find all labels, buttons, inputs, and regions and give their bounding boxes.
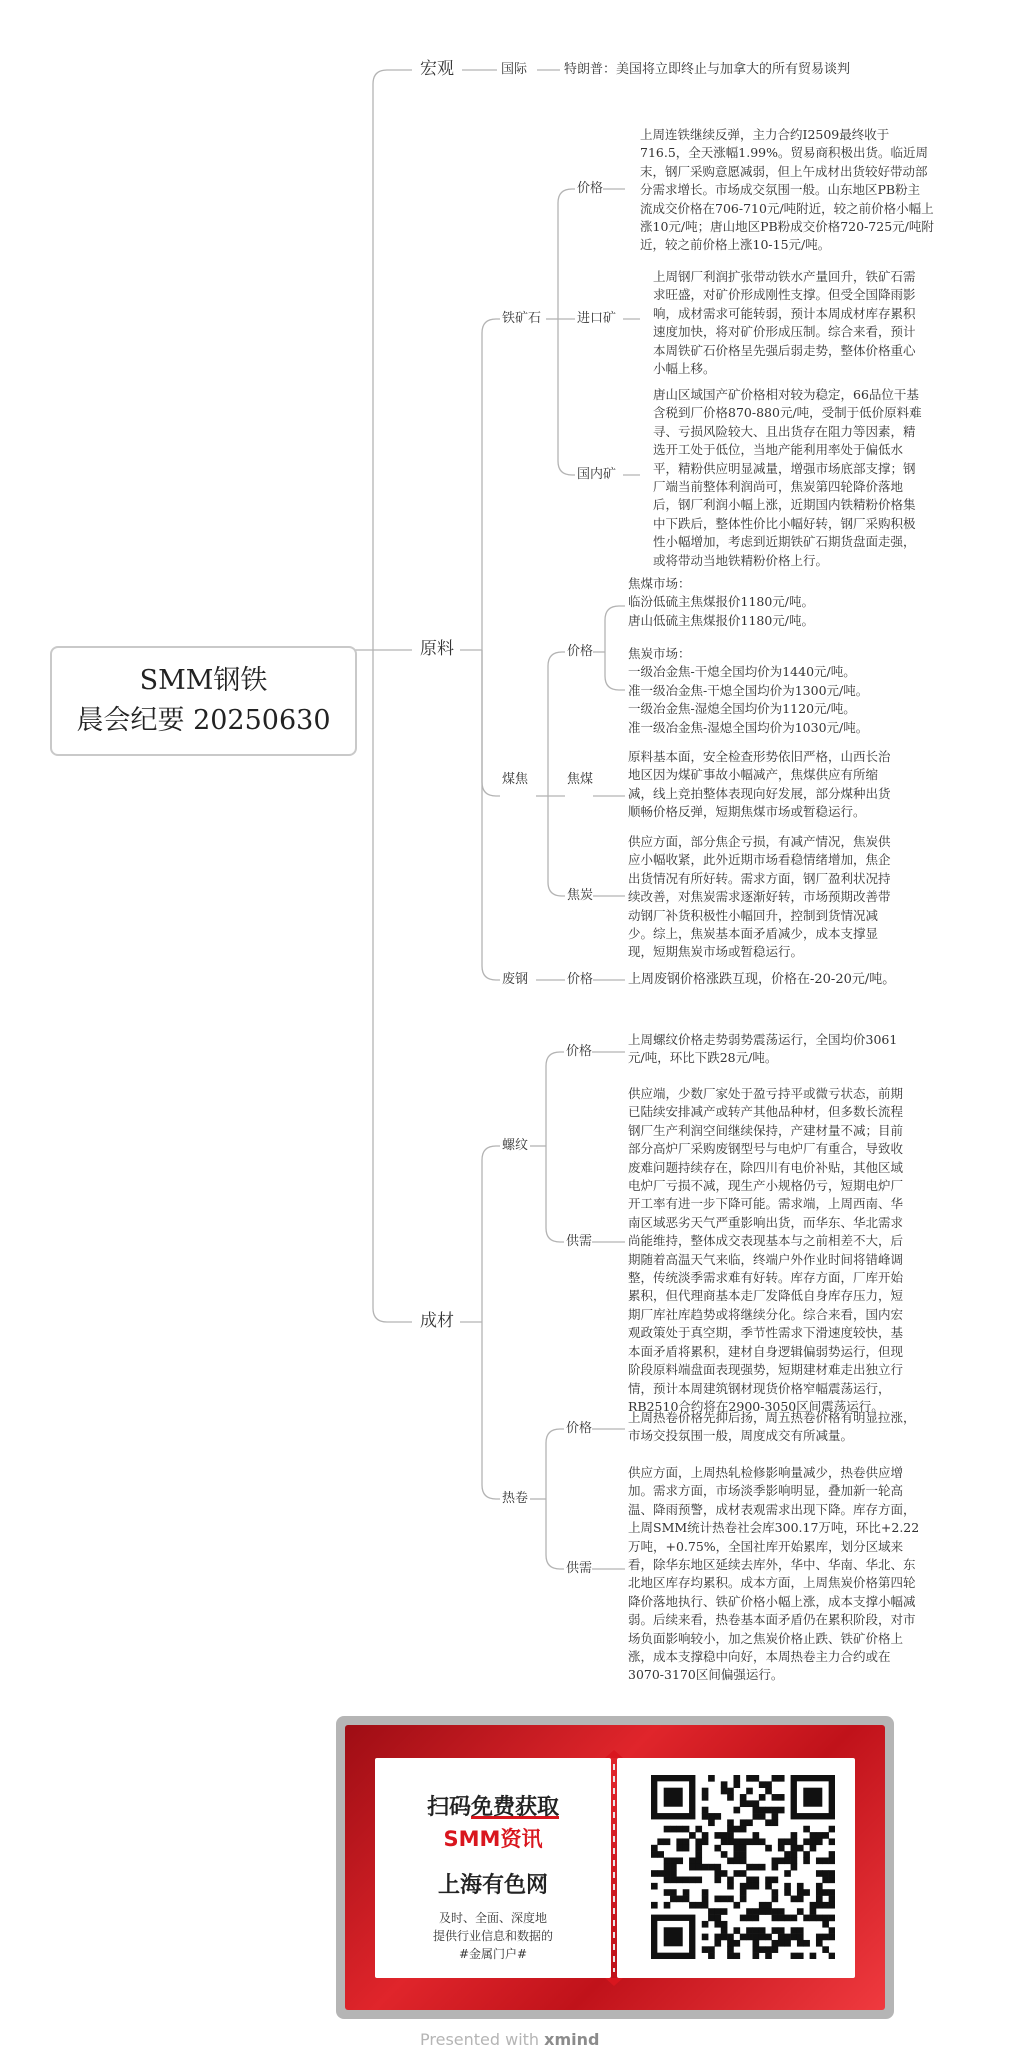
promo-desc-3: #金属门户# [458,1947,528,1961]
topic-hot-coil-price[interactable]: 价格 [566,1421,593,1436]
connector [482,650,500,980]
topic-scrap-price[interactable]: 价格 [567,972,594,987]
coke-text[interactable]: 供应方面，部分焦企亏损，有减产情况，焦炭供 应小幅收紧，此外近期市场看稳情绪增加，焦企 出货情况有所好转。需求方面，钢厂盈利状况持 续改善，对焦炭需求逐渐好转，市场预期改善带 动钢厂补货积极性小幅回升，控制到货情况减 少。综上，焦炭基本面矛盾减少，成本支撑显 现，短期焦炭市场或暂稳运行。 [628,834,891,960]
topic-hot-coil[interactable]: 热卷 [502,1491,529,1506]
footer-brand: xmind [544,2030,600,2049]
connector [482,650,500,796]
topic-coking-coal[interactable]: 焦煤 [567,772,594,787]
domestic-ore-text[interactable]: 唐山区域国产矿价格相对较为稳定，66品位干基 含税到厂价格870-880元/吨，受制于低价原料难 寻、亏损风险较大、且出货存在阻力等因素，精 选开工处于低位，当地产能利用率处于偏低水 平，精粉供应明显减量，增强市场底部支撑；钢 厂端当前整体利润尚可，焦炭第四轮降价落地 后，钢厂利润小幅上涨，近期国内铁精粉价格集 中下跌后，整体性价比小幅好转，钢厂采购积极 性小幅增加，考虑到近期铁矿石期货盘面走强， 或将带动当地铁精粉价格上行。 [653,387,922,568]
connector [482,319,500,650]
coking-coal-text[interactable]: 原料基本面，安全检查形势依旧严格，山西长治 地区因为煤矿事故小幅减产，焦煤供应有所缩 减，线上竞拍整体表现向好发展，部分煤种出货 顺畅价格反弹，短期焦煤市场或暂稳运行。 [628,749,891,820]
hot-coil-price-text[interactable]: 上周热卷价格先抑后扬，周五热卷价格有明显拉涨， 市场交投氛围一般，周度成交有所减量。 [628,1410,916,1444]
connector [546,1499,564,1569]
connector [605,606,625,652]
topic-rebar[interactable]: 螺纹 [502,1138,529,1153]
root-topic[interactable] [50,646,357,756]
topic-coal-price[interactable]: 价格 [567,644,594,659]
macro-news-text[interactable]: 特朗普：美国将立即终止与加拿大的所有贸易谈判 [564,62,851,77]
rebar-supply-demand-text[interactable]: 供应端，少数厂家处于盈亏持平或微亏状态，前期 已陆续安排减产或转产其他品种材，但多数长流程 钢厂生产利润空间继续保持，产建材量不减；目前 部分高炉厂采购废钢型号与电炉厂有重合，导致收 废难问题持续存在，除四川有电价补贴，其他区域 电炉厂亏损不减，现生产小规格仍亏，短期电炉厂 开工率有进一步下降可能。需求端，上周西南、华 南区域恶劣天气严重影响出货，而华东、华北需求 尚能维持，整体成交表现基本与之前相差不大，后 期随着高温天气来临，终端户外作业时间将错峰调 整，传统淡季需求难有好转。库存方面，厂库开始 累积，但代理商基本走厂发降低自身库存压力，短 期厂库社库趋势或将继续分化。综合来看，国内宏 观政策处于真空期，季节性需求下滑速度较快，基 本面矛盾将累积，建材自身逻辑偏弱势运行，但现 阶段原料端盘面表现强势，短期建材难走出独立行 情，预计本周建筑钢材现货价格窄幅震荡运行， RB2510合约将在2900-3050区间震荡运行。 [628,1086,904,1414]
promo-desc-2: 提供行业信息和数据的 [432,1929,553,1943]
qr-code-icon[interactable] [651,1775,835,1959]
promo-desc-1: 及时、全面、深度地 [438,1911,547,1925]
connector [548,796,565,896]
topic-coal-coke[interactable]: 煤焦 [502,772,529,787]
coke-price-text[interactable]: 焦炭市场： 一级冶金焦-干熄全国均价为1440元/吨。 准一级冶金焦-干熄全国均价为1300元/吨。 一级冶金焦-湿熄全国均价为1120元/吨。 准一级冶金焦-湿熄全国均价为1030元/吨。 [628,646,869,735]
imported-ore-text[interactable]: 上周钢厂利润扩张带动铁水产量回升，铁矿石需 求旺盛，对矿价形成刚性支撑。但受全国降雨影 响，成材需求可能转弱，预计本周成材库存累积 速度加快，将对矿价形成压制。综合来看，预计 本周铁矿石价格呈先强后弱走势，整体价格重心 小幅上移。 [653,269,916,377]
footer-prefix: Presented with [420,2030,540,2049]
root-title: SMM钢铁 [139,665,268,696]
promo-headline-a: 扫码 [426,1795,471,1820]
connector [482,1146,500,1322]
rebar-price-text[interactable]: 上周螺纹价格走势弱势震荡运行，全国均价3061 元/吨，环比下跌28元/吨。 [628,1032,898,1066]
promo-headline [375,1790,611,1821]
topic-hot-coil-supply-demand[interactable]: 供需 [566,1561,593,1576]
connector [482,1322,500,1499]
topic-macro[interactable]: 宏观 [420,59,454,79]
connector [546,1052,564,1146]
topic-raw-materials[interactable]: 原料 [420,639,454,659]
topic-finished-steel[interactable]: 成材 [420,1311,454,1331]
connector [605,652,625,690]
coking-coal-price-text[interactable]: 焦煤市场： 临汾低硫主焦煤报价1180元/吨。 唐山低硫主焦煤报价1180元/吨。 [628,576,815,628]
topic-rebar-price[interactable]: 价格 [566,1044,593,1059]
footer-credit [420,2030,599,2049]
promo-headline2: SMM资讯 [443,1827,543,1851]
promo-brand: 上海有色网 [437,1873,548,1898]
topic-domestic-ore[interactable]: 国内矿 [577,467,617,482]
topic-imported-ore[interactable]: 进口矿 [577,311,617,326]
scrap-price-text[interactable]: 上周废钢价格涨跌互现，价格在-20-20元/吨。 [628,972,896,987]
connector [558,189,575,319]
topic-international[interactable]: 国际 [501,62,528,77]
topic-rebar-supply-demand[interactable]: 供需 [566,1234,593,1249]
connector [548,652,565,796]
connector [373,70,412,650]
topic-scrap[interactable]: 废钢 [502,972,529,987]
topic-coke[interactable]: 焦炭 [567,888,594,903]
topic-iron-ore-price[interactable]: 价格 [577,181,604,196]
iron-ore-price-text[interactable]: 上周连铁继续反弹，主力合约I2509最终收于 716.5，全天涨幅1.99%。贸易商积极出货。临近周 末，钢厂采购意愿减弱，但上午成材出货较好带动部 分需求增长。市场成交氛围一般。山东地区PB粉主 流成交价格在706-710元/吨附近，较之前价格小幅上 涨10元/吨；唐山地区PB粉成交价格720-725元/吨附 近，较之前价格上涨10-15元/吨。 [640,127,934,253]
topic-iron-ore[interactable]: 铁矿石 [502,311,542,326]
connector [546,1429,564,1499]
connector [373,650,412,1322]
promo-headline-b: 免费获取 [471,1795,560,1820]
root-subtitle: 晨会纪要 20250630 [76,705,331,736]
hot-coil-supply-demand-text[interactable]: 供应方面，上周热轧检修影响量减少，热卷供应增 加。需求方面，市场淡季影响明显，叠加新一轮高 温、降雨预警，成材表观需求出现下降。库存方面， 上周SMM统计热卷社会库300.17万吨，环比+2.22 万吨，+0.75%，全国社库开始累库，划分区域来 看，除华东地区延续去库外，华中、华南、华北、东 北地区库存均累积。成本方面，上周焦炭价格第四轮 降价落地执行、铁矿价格小幅上涨，成本支撑小幅减 弱。后续来看，热卷基本面矛盾仍在累积阶段，对市 场负面影响较小，加之焦炭价格止跌、铁矿价格上 涨，成本支撑稳中向好，本周热卷主力合约或在 3070-3170区间偏强运行。 [628,1465,920,1683]
connector [558,319,575,475]
connector [546,1146,564,1242]
